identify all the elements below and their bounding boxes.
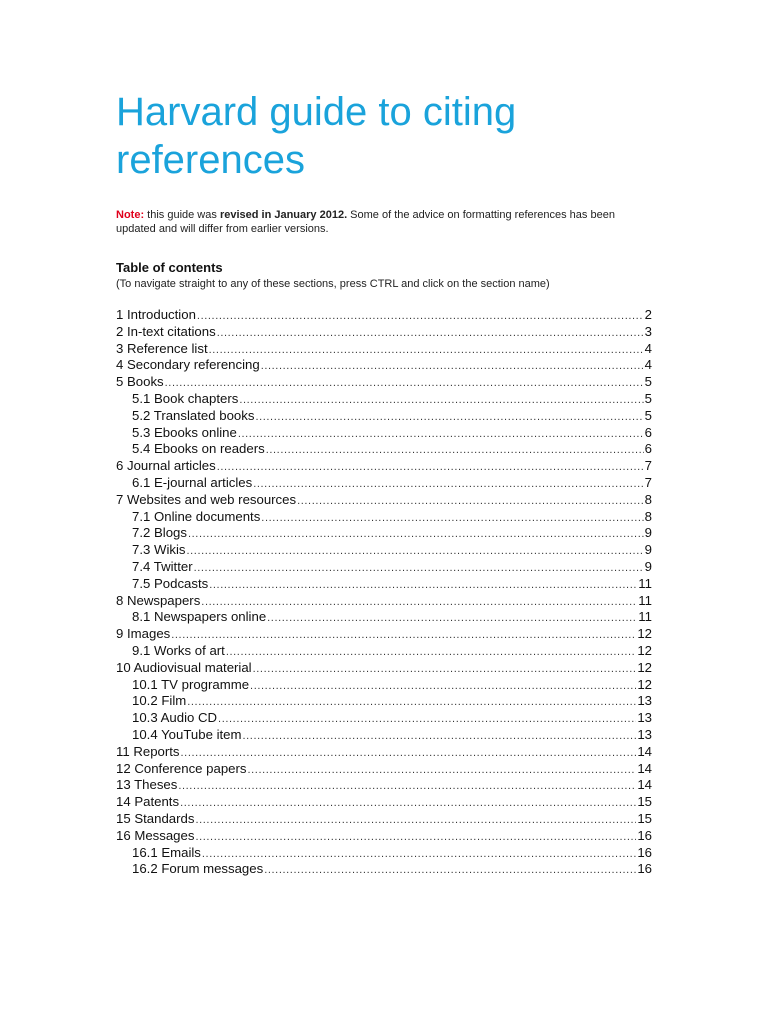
toc-entry[interactable]: [116, 845, 652, 862]
toc-entry[interactable]: [116, 794, 652, 811]
toc-entry-label: 16.1 Emails: [132, 844, 201, 860]
toc-dot-leader: [264, 862, 636, 878]
toc-entry-page-number: 3: [644, 323, 652, 339]
toc-entry-label: 11 Reports: [116, 743, 180, 759]
toc-entry[interactable]: [116, 525, 652, 542]
toc-entry-label: 10.3 Audio CD: [132, 710, 218, 726]
toc-entry[interactable]: [116, 542, 652, 559]
note-text-after: Some of the advice on formatting references has been updated and will differ from earlier versions.: [116, 209, 615, 235]
toc-entry[interactable]: [116, 643, 652, 660]
toc-entry-label: 7.1 Online documents: [132, 508, 261, 524]
note-text-before: this guide was: [144, 209, 220, 221]
toc-entry-label: 12 Conference papers: [116, 760, 247, 776]
toc-entry-page-number: 11: [638, 575, 652, 591]
toc-entry-page-number: 13: [637, 693, 652, 709]
toc-entry[interactable]: [116, 559, 652, 576]
toc-entry[interactable]: [116, 509, 652, 526]
toc-entry-label: 5.2 Translated books: [132, 407, 255, 423]
toc-entry-label: 7.5 Podcasts: [132, 575, 209, 591]
toc-entry[interactable]: [116, 458, 652, 475]
toc-entry-label: 5.4 Ebooks on readers: [132, 441, 265, 457]
toc-entry-page-number: 13: [637, 710, 652, 726]
toc-entry-label: 6.1 E-journal articles: [132, 474, 253, 490]
toc-entry-label: 5.3 Ebooks online: [132, 424, 237, 440]
toc-entry[interactable]: [116, 811, 652, 828]
toc-dot-leader: [195, 812, 636, 828]
toc-entry-page-number: 9: [644, 525, 652, 541]
toc-heading: Table of contents: [116, 260, 223, 275]
toc-entry-page-number: 12: [637, 659, 652, 675]
toc-entry-page-number: 7: [644, 458, 652, 474]
toc-entry-label: 16.2 Forum messages: [132, 861, 264, 877]
toc-entry-label: 14 Patents: [116, 794, 180, 810]
toc-dot-leader: [253, 476, 643, 492]
toc-dot-leader: [197, 308, 644, 324]
toc-entry-label: 9 Images: [116, 626, 171, 642]
toc-entry-page-number: 15: [637, 794, 652, 810]
toc-entry[interactable]: [116, 677, 652, 694]
toc-entry[interactable]: [116, 727, 652, 744]
toc-entry[interactable]: [116, 710, 652, 727]
table-of-contents: [116, 307, 652, 878]
toc-entry-page-number: 14: [637, 743, 652, 759]
toc-entry-page-number: 5: [644, 407, 652, 423]
toc-entry[interactable]: [116, 391, 652, 408]
toc-dot-leader: [250, 678, 636, 694]
toc-entry[interactable]: [116, 693, 652, 710]
note-label: Note:: [116, 209, 145, 221]
toc-entry-page-number: 8: [644, 508, 652, 524]
toc-entry[interactable]: [116, 828, 652, 845]
toc-dot-leader: [201, 594, 637, 610]
toc-entry-page-number: 15: [637, 810, 652, 826]
toc-entry-label: 4 Secondary referencing: [116, 357, 260, 373]
toc-dot-leader: [297, 493, 644, 509]
toc-entry-page-number: 14: [637, 777, 652, 793]
toc-entry[interactable]: [116, 374, 652, 391]
toc-dot-leader: [267, 610, 637, 626]
toc-entry-page-number: 16: [637, 844, 652, 860]
toc-entry-page-number: 4: [644, 357, 652, 373]
toc-entry[interactable]: [116, 660, 652, 677]
toc-dot-leader: [261, 510, 643, 526]
toc-entry[interactable]: [116, 307, 652, 324]
toc-dot-leader: [218, 711, 636, 727]
toc-dot-leader: [165, 375, 644, 391]
toc-dot-leader: [181, 745, 637, 761]
toc-entry-page-number: 6: [644, 441, 652, 457]
toc-entry[interactable]: [116, 324, 652, 341]
revision-note: [116, 208, 646, 236]
toc-entry[interactable]: [116, 744, 652, 761]
toc-dot-leader: [239, 392, 643, 408]
document-title: Harvard guide to citing references: [116, 90, 517, 182]
toc-dot-leader: [243, 728, 637, 744]
toc-entry[interactable]: [116, 441, 652, 458]
toc-entry-label: 10.4 YouTube item: [132, 726, 242, 742]
toc-entry[interactable]: [116, 408, 652, 425]
toc-entry-label: 2 In-text citations: [116, 323, 216, 339]
toc-entry-page-number: 12: [637, 642, 652, 658]
toc-entry[interactable]: [116, 576, 652, 593]
toc-entry-page-number: 11: [638, 592, 652, 608]
toc-instructions: (To navigate straight to any of these sections, press CTRL and click on the section name): [116, 278, 550, 290]
toc-entry-label: 10 Audiovisual material: [116, 659, 252, 675]
toc-entry-label: 1 Introduction: [116, 307, 196, 322]
toc-entry-page-number: 12: [637, 626, 652, 642]
toc-dot-leader: [188, 526, 644, 542]
toc-entry[interactable]: [116, 425, 652, 442]
toc-entry-page-number: 4: [644, 340, 652, 356]
toc-dot-leader: [202, 846, 636, 862]
toc-entry-label: 7.4 Twitter: [132, 558, 193, 574]
toc-dot-leader: [209, 577, 637, 593]
toc-dot-leader: [187, 543, 644, 559]
toc-entry[interactable]: [116, 761, 652, 778]
toc-entry-page-number: 7: [644, 474, 652, 490]
toc-entry[interactable]: [116, 475, 652, 492]
toc-entry[interactable]: [116, 626, 652, 643]
toc-dot-leader: [248, 762, 637, 778]
toc-entry-page-number: 12: [637, 676, 652, 692]
toc-dot-leader: [238, 426, 644, 442]
toc-entry-page-number: 8: [644, 491, 652, 507]
toc-entry-page-number: 16: [637, 827, 652, 843]
toc-entry-label: 10.1 TV programme: [132, 676, 250, 692]
toc-entry-label: 15 Standards: [116, 810, 195, 826]
document-page: [116, 88, 652, 878]
toc-entry-label: 16 Messages: [116, 827, 195, 843]
note-revision-date: revised in January 2012.: [219, 209, 348, 221]
toc-entry-page-number: 13: [637, 726, 652, 742]
toc-entry[interactable]: [116, 357, 652, 374]
toc-dot-leader: [178, 778, 636, 794]
toc-dot-leader: [255, 409, 643, 425]
toc-dot-leader: [261, 358, 644, 374]
toc-entry-label: 5.1 Book chapters: [132, 390, 239, 406]
toc-entry-label: 7.2 Blogs: [132, 525, 187, 541]
toc-dot-leader: [266, 442, 644, 458]
toc-dot-leader: [217, 459, 644, 475]
toc-entry-label: 5 Books: [116, 374, 164, 390]
toc-entry[interactable]: [116, 609, 652, 626]
toc-entry-page-number: 5: [644, 374, 652, 390]
toc-entry[interactable]: [116, 341, 652, 358]
toc-dot-leader: [171, 627, 636, 643]
toc-dot-leader: [226, 644, 636, 660]
toc-entry[interactable]: [116, 777, 652, 794]
toc-dot-leader: [209, 342, 644, 358]
toc-entry-label: 7.3 Wikis: [132, 542, 186, 558]
toc-entry-page-number: 5: [644, 390, 652, 406]
toc-entry-label: 10.2 Film: [132, 693, 187, 709]
toc-entry-page-number: 14: [637, 760, 652, 776]
toc-dot-leader: [194, 560, 644, 576]
toc-entry-label: 7 Websites and web resources: [116, 491, 297, 507]
toc-entry-page-number: 9: [644, 542, 652, 558]
toc-entry-page-number: 16: [637, 861, 652, 877]
toc-entry-label: 8.1 Newspapers online: [132, 609, 267, 625]
toc-entry-page-number: 11: [638, 609, 652, 625]
toc-entry-page-number: 6: [644, 424, 652, 440]
toc-entry-label: 6 Journal articles: [116, 458, 216, 474]
toc-entry[interactable]: [116, 593, 652, 610]
toc-entry[interactable]: [116, 492, 652, 509]
toc-dot-leader: [195, 829, 636, 845]
toc-entry-label: 3 Reference list: [116, 340, 208, 356]
toc-entry-label: 9.1 Works of art: [132, 642, 225, 658]
toc-dot-leader: [253, 661, 637, 677]
toc-entry-page-number: 9: [644, 558, 652, 574]
toc-entry[interactable]: [116, 861, 652, 878]
toc-dot-leader: [187, 694, 636, 710]
toc-dot-leader: [180, 795, 636, 811]
toc-dot-leader: [217, 325, 644, 341]
toc-entry-page-number: 2: [644, 307, 652, 322]
toc-entry-label: 13 Theses: [116, 777, 178, 793]
toc-entry-label: 8 Newspapers: [116, 592, 201, 608]
